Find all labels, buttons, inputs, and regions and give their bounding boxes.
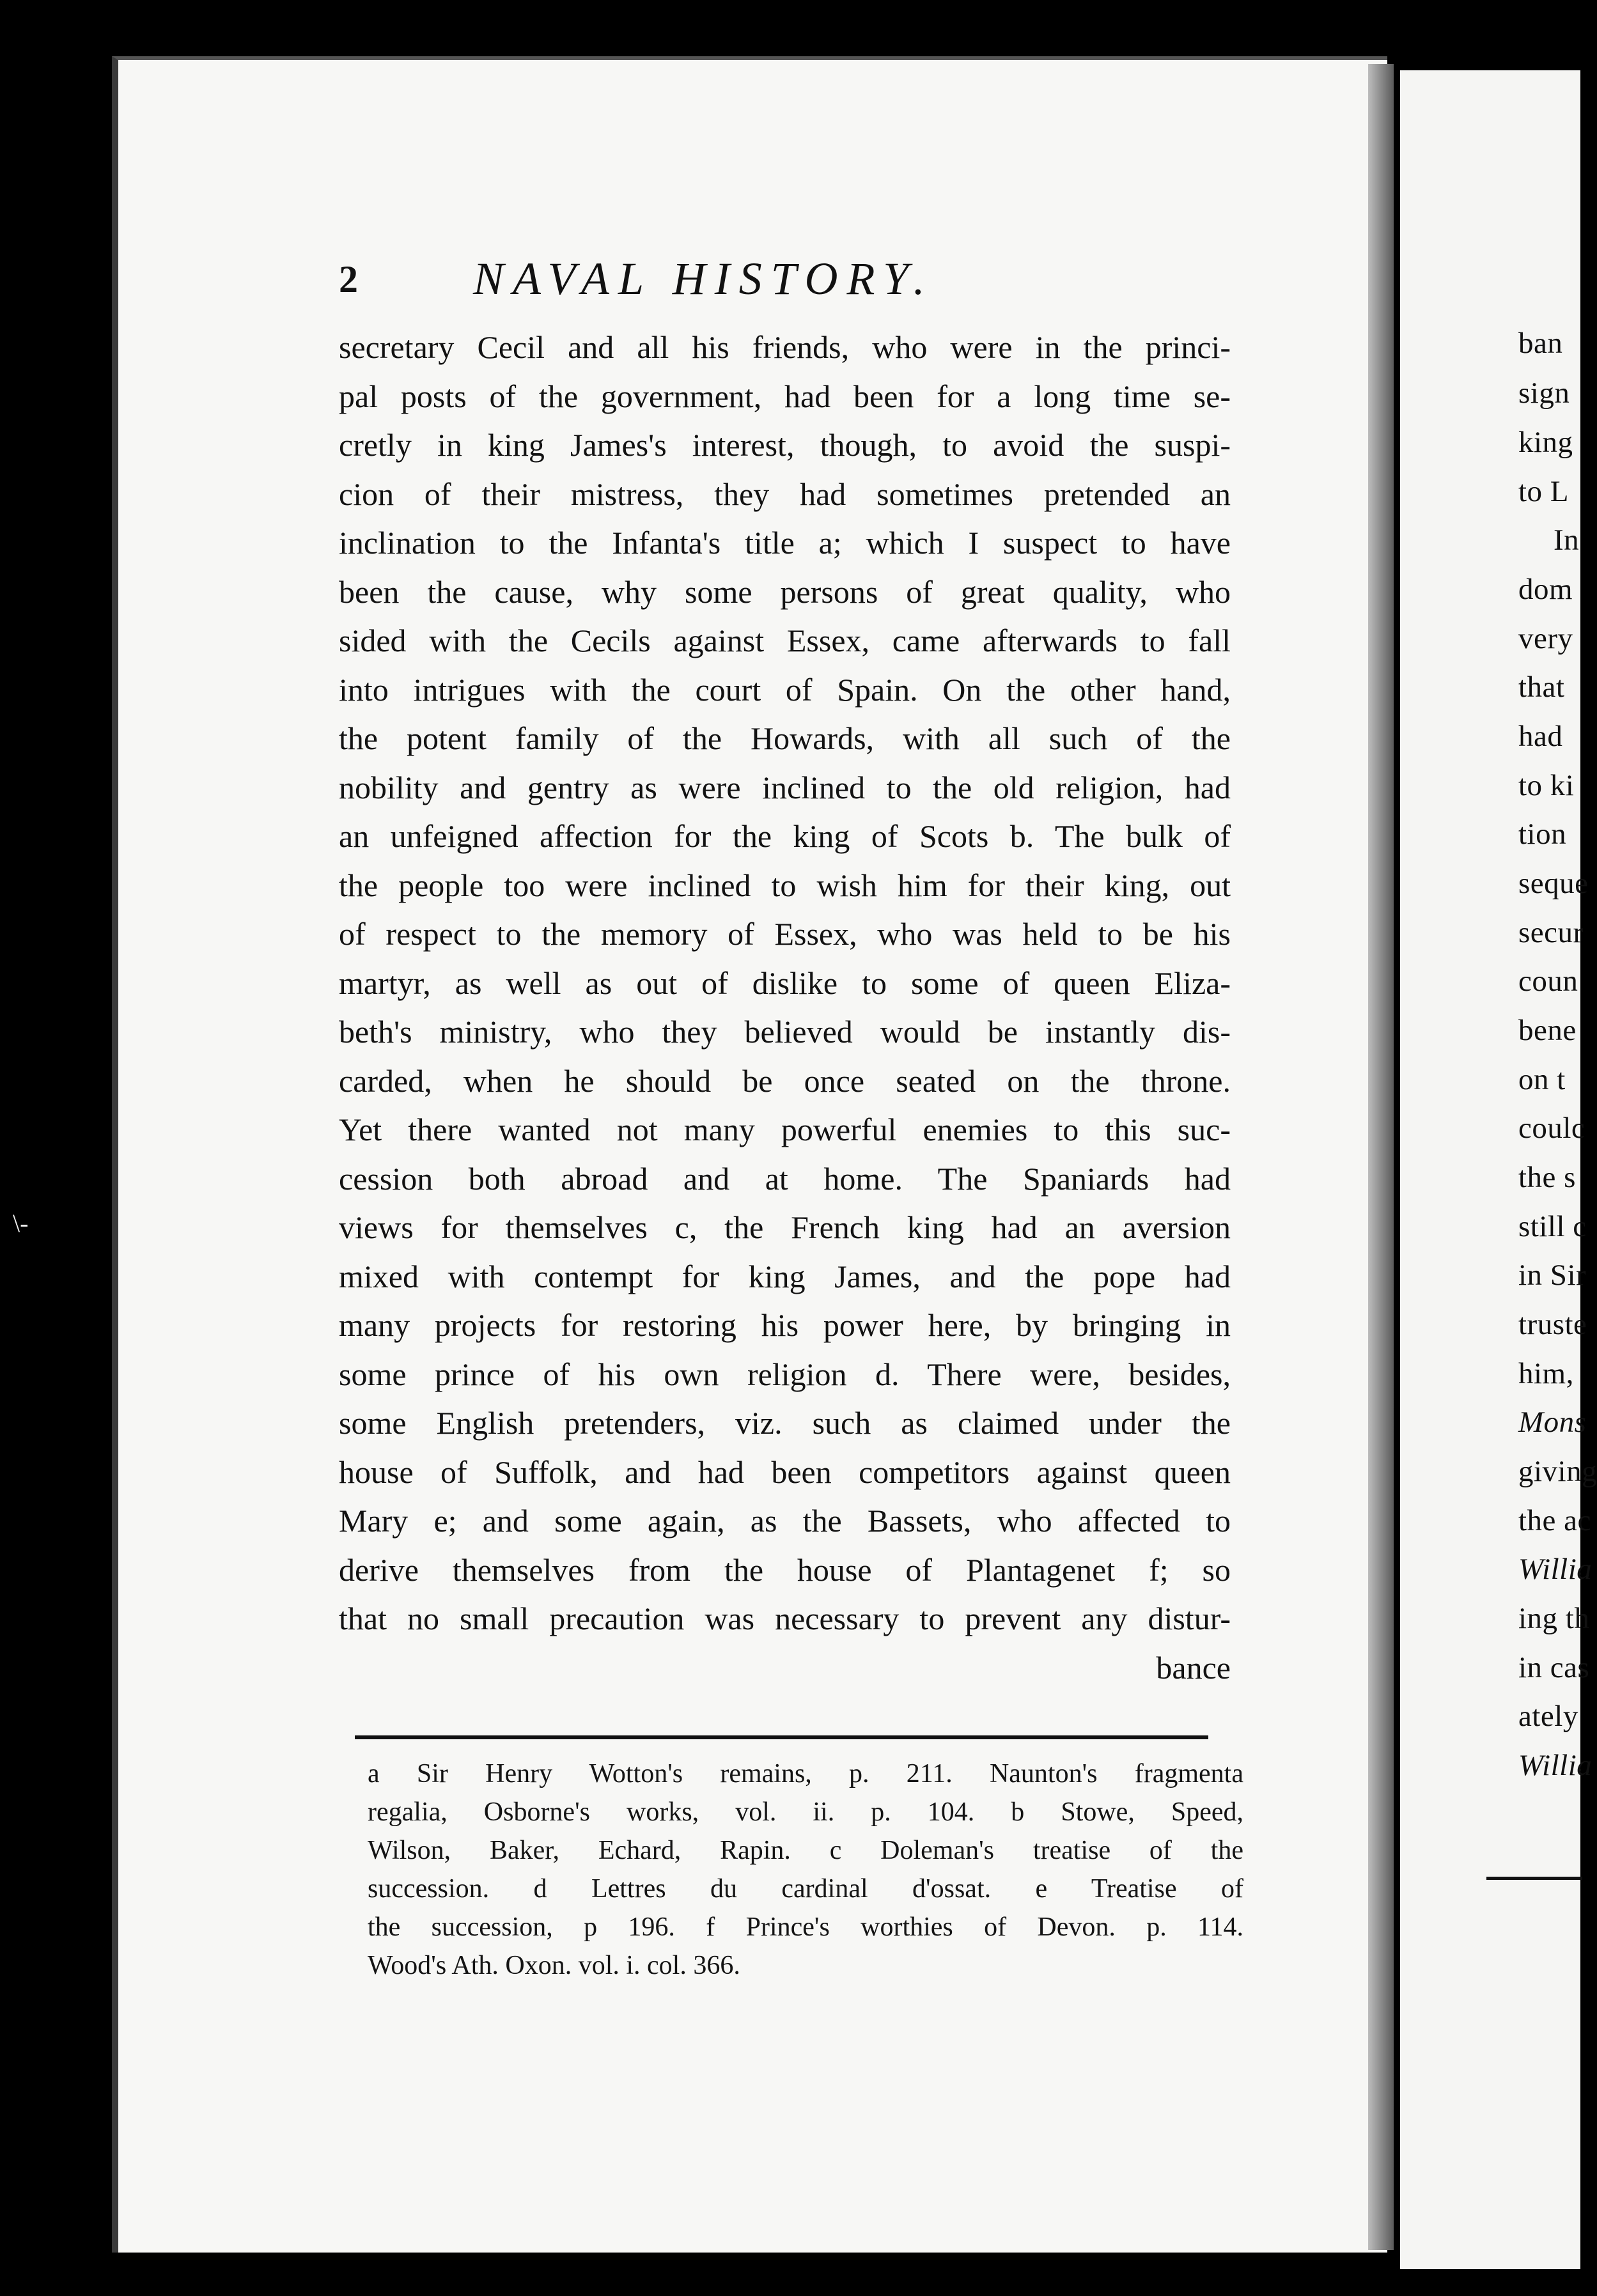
body-line: views for themselves c, the French king had an aversion xyxy=(339,1209,1231,1245)
facing-page-fragment: Mons xyxy=(1518,1406,1587,1439)
body-line: some English pretenders, viz. such as claimed under the xyxy=(339,1405,1231,1441)
body-line: cion of their mistress, they had sometimes pretended an xyxy=(339,476,1231,512)
page-header xyxy=(339,252,1234,316)
body-line: many projects for restoring his power here, by bringing in xyxy=(339,1307,1231,1343)
facing-page-fragment: coulc xyxy=(1518,1112,1585,1145)
body-line: cession both abroad and at home. The Spaniards had xyxy=(339,1160,1231,1197)
facing-page-fragment: to ki xyxy=(1518,769,1575,802)
facing-page-fragment: had xyxy=(1518,720,1563,753)
footnotes xyxy=(368,1755,1243,1985)
body-line: carded, when he should be once seated on the throne. xyxy=(339,1062,1231,1099)
footnote-line: Wood's Ath. Oxon. vol. i. col. 366. xyxy=(368,1951,740,1980)
facing-page-fragment: that xyxy=(1518,671,1565,704)
facing-page-fragment: in Sir xyxy=(1518,1259,1587,1292)
gutter-mark: \- xyxy=(13,1209,29,1237)
body-line: been the cause, why some persons of great quality, who xyxy=(339,573,1231,610)
footnote-line: a Sir Henry Wotton's remains, p. 211. Naunton's fragmenta xyxy=(368,1759,1243,1788)
facing-page-fragment: secur xyxy=(1518,916,1584,949)
facing-page-footnote-divider xyxy=(1486,1877,1582,1880)
body-line: martyr, as well as out of dislike to some of queen Eliza- xyxy=(339,965,1231,1001)
body-line: into intrigues with the court of Spain. On the other hand, xyxy=(339,671,1231,708)
facing-page-fragment: king xyxy=(1518,426,1573,459)
facing-page-fragment: ing th xyxy=(1518,1602,1590,1635)
footnote-line: Wilson, Baker, Echard, Rapin. c Doleman's treatise of the xyxy=(368,1836,1243,1865)
body-text xyxy=(339,323,1231,1692)
facing-page-fragment: In xyxy=(1554,524,1580,557)
facing-page-fragment: truste xyxy=(1518,1308,1587,1341)
catchword: bance xyxy=(1156,1649,1231,1686)
facing-page-fragment: in cas xyxy=(1518,1651,1590,1684)
body-line: pal posts of the government, had been for a long time se- xyxy=(339,378,1231,414)
facing-page-fragment: Willia xyxy=(1518,1749,1593,1782)
facing-page-fragment: seque xyxy=(1518,867,1589,900)
facing-page-fragment: still c xyxy=(1518,1210,1587,1243)
page-number: 2 xyxy=(339,258,358,300)
body-line: an unfeigned affection for the king of Scots b. The bulk of xyxy=(339,818,1231,854)
facing-page-fragment: tion xyxy=(1518,818,1567,851)
body-line: derive themselves from the house of Plantagenet f; so xyxy=(339,1551,1231,1588)
body-line: house of Suffolk, and had been competitors against queen xyxy=(339,1454,1231,1490)
body-line: nobility and gentry as were inclined to the old religion, had xyxy=(339,769,1231,805)
body-line: inclination to the Infanta's title a; which I suspect to have xyxy=(339,525,1231,561)
facing-page-fragment: giving xyxy=(1518,1455,1597,1488)
facing-page xyxy=(1400,70,1597,2269)
facing-page-fragment: bene xyxy=(1518,1014,1577,1047)
running-title: NAVAL HISTORY. xyxy=(473,253,934,304)
footnote-line: succession. d Lettres du cardinal d'ossat. e Treatise of xyxy=(368,1874,1243,1904)
body-line: sided with the Cecils against Essex, came afterwards to fall xyxy=(339,623,1231,658)
page-gutter-shadow xyxy=(1368,64,1394,2250)
facing-page-fragment: the s xyxy=(1518,1161,1576,1194)
body-line: beth's ministry, who they believed would be instantly dis- xyxy=(339,1014,1231,1050)
body-line: secretary Cecil and all his friends, who were in the princi- xyxy=(339,329,1231,365)
facing-page-fragment: on t xyxy=(1518,1063,1566,1096)
footnote-divider xyxy=(355,1735,1208,1739)
facing-page-fragment: dom xyxy=(1518,573,1573,606)
facing-page-fragment: ban xyxy=(1518,327,1563,360)
body-line: cretly in king James's interest, though, to avoid the suspi- xyxy=(339,427,1231,463)
footnote-line: the succession, p 196. f Prince's worthies of Devon. p. 114. xyxy=(368,1912,1243,1942)
facing-page-fragment: him, xyxy=(1518,1357,1574,1390)
facing-page-fragment: the ac xyxy=(1518,1504,1591,1537)
body-line: Yet there wanted not many powerful enemies to this suc- xyxy=(339,1112,1231,1147)
body-line: Mary e; and some again, as the Bassets, who affected to xyxy=(339,1503,1231,1539)
facing-page-fragment: to L xyxy=(1518,475,1570,508)
facing-page-fragment: coun xyxy=(1518,965,1578,998)
facing-page-fragment: ately xyxy=(1518,1700,1578,1733)
body-line: mixed with contempt for king James, and the pope had xyxy=(339,1258,1231,1294)
body-line: some prince of his own religion d. There were, besides, xyxy=(339,1356,1231,1392)
facing-page-fragment: sign xyxy=(1518,376,1570,410)
body-line: of respect to the memory of Essex, who was held to be his xyxy=(339,916,1231,952)
footnote-line: regalia, Osborne's works, vol. ii. p. 104. b Stowe, Speed, xyxy=(368,1797,1243,1827)
body-line: the people too were inclined to wish him for their king, out xyxy=(339,867,1231,903)
body-line: that no small precaution was necessary to prevent any distur- xyxy=(339,1601,1231,1636)
facing-page-fragment: Willia xyxy=(1518,1553,1593,1586)
body-line: the potent family of the Howards, with all such of the xyxy=(339,720,1231,756)
facing-page-fragment: very xyxy=(1518,622,1573,655)
